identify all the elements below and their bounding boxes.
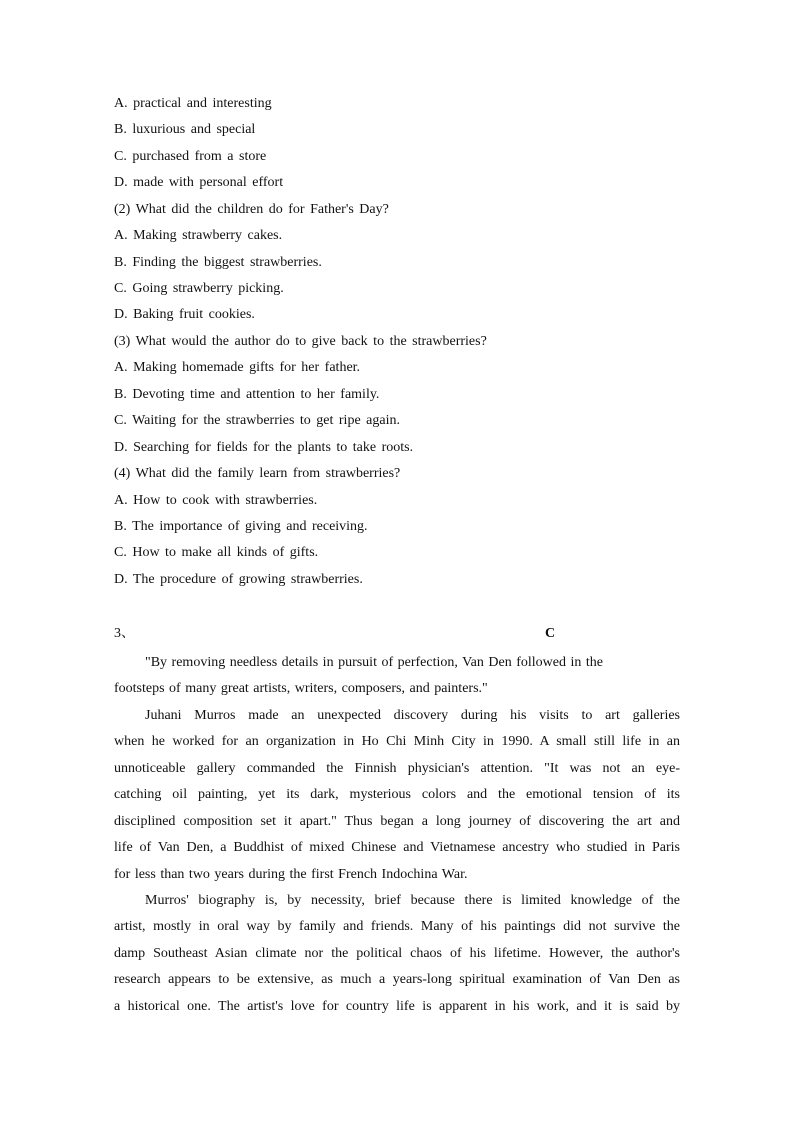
- q3-stem: (3) What would the author do to give back to the strawberries?: [114, 334, 487, 349]
- q4-option-d: D. The procedure of growing strawberries.: [114, 572, 363, 587]
- q3-option-c: C. Waiting for the strawberries to get ripe again.: [114, 413, 400, 428]
- passage-p2-line-1: Juhani Murros made an unexpected discovery during his visits to art galleries: [145, 708, 680, 723]
- passage-p3-line-4: research appears to be extensive, as much a years-long spiritual examination of Van Den as: [114, 972, 680, 987]
- passage-p1-line-2: footsteps of many great artists, writers, composers, and painters.": [114, 681, 488, 696]
- q2-option-d: D. Baking fruit cookies.: [114, 307, 255, 322]
- q3-option-a: A. Making homemade gifts for her father.: [114, 360, 361, 375]
- q4-option-b: B. The importance of giving and receiving.: [114, 519, 368, 534]
- passage-p1-line-1: "By removing needless details in pursuit of perfection, Van Den followed in the: [145, 655, 603, 670]
- section-number: 3、: [114, 626, 135, 641]
- q1-option-b: B. luxurious and special: [114, 122, 256, 137]
- passage-p2-line-7: for less than two years during the first French Indochina War.: [114, 867, 468, 882]
- passage-p2-line-4: catching oil painting, yet its dark, mysterious colors and the emotional tension of its: [114, 787, 680, 802]
- passage-p3-line-2: artist, mostly in oral way by family and friends. Many of his paintings did not survive the: [114, 919, 680, 934]
- passage-p2-line-2: when he worked for an organization in Ho Chi Minh City in 1990. A small still life in an: [114, 734, 680, 749]
- passage-p2-line-5: disciplined composition set it apart." Thus began a long journey of discovering the art and: [114, 814, 680, 829]
- q4-stem: (4) What did the family learn from strawberries?: [114, 466, 401, 481]
- passage-p2-line-6: life of Van Den, a Buddhist of mixed Chinese and Vietnamese ancestry who studied in Paris: [114, 840, 680, 855]
- q4-option-a: A. How to cook with strawberries.: [114, 493, 318, 508]
- passage-p3-line-5: a historical one. The artist's love for country life is apparent in his work, and it is said by: [114, 999, 680, 1014]
- passage-p3-line-3: damp Southeast Asian climate nor the political chaos of his lifetime. However, the author's: [114, 946, 680, 961]
- q4-option-c: C. How to make all kinds of gifts.: [114, 545, 319, 560]
- q2-option-c: C. Going strawberry picking.: [114, 281, 284, 296]
- q1-option-d: D. made with personal effort: [114, 175, 284, 190]
- q3-option-b: B. Devoting time and attention to her family.: [114, 387, 380, 402]
- q2-stem: (2) What did the children do for Father's Day?: [114, 202, 389, 217]
- passage-p2-line-3: unnoticeable gallery commanded the Finnish physician's attention. "It was not an eye-: [114, 761, 680, 776]
- passage-p3-line-1: Murros' biography is, by necessity, brief because there is limited knowledge of the: [145, 893, 680, 908]
- q1-option-a: A. practical and interesting: [114, 96, 272, 111]
- q2-option-a: A. Making strawberry cakes.: [114, 228, 283, 243]
- q1-option-c: C. purchased from a store: [114, 149, 267, 164]
- q2-option-b: B. Finding the biggest strawberries.: [114, 255, 322, 270]
- section-letter: C: [545, 626, 556, 641]
- q3-option-d: D. Searching for fields for the plants to take roots.: [114, 440, 414, 455]
